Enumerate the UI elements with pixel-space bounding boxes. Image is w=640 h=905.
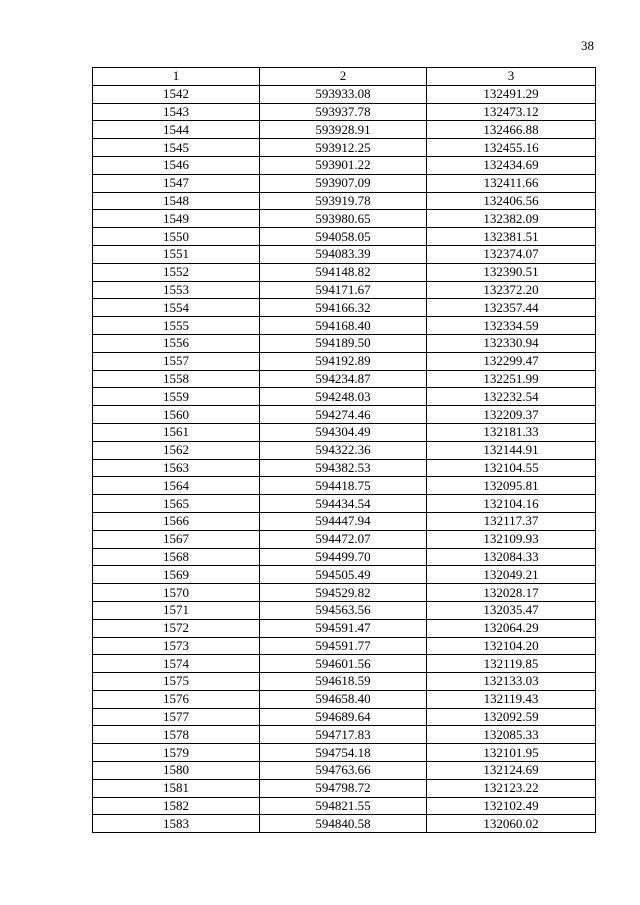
point-number-cell: 1551 [93, 245, 260, 263]
y-coordinate-cell: 132434.69 [427, 156, 596, 174]
table-row [93, 690, 596, 708]
y-coordinate-cell: 132144.91 [427, 441, 596, 459]
y-coordinate-cell: 132060.02 [427, 815, 596, 833]
table-row [93, 530, 596, 548]
point-number-cell: 1567 [93, 530, 260, 548]
table-row [93, 139, 596, 157]
x-coordinate-cell: 594248.03 [260, 388, 427, 406]
x-coordinate-cell: 594192.89 [260, 352, 427, 370]
x-coordinate-cell: 594499.70 [260, 548, 427, 566]
column-header-3: 3 [427, 68, 596, 86]
x-coordinate-cell: 594529.82 [260, 584, 427, 602]
y-coordinate-cell: 132119.43 [427, 690, 596, 708]
x-coordinate-cell: 594717.83 [260, 726, 427, 744]
table-row [93, 228, 596, 246]
x-coordinate-cell: 594754.18 [260, 744, 427, 762]
y-coordinate-cell: 132085.33 [427, 726, 596, 744]
point-number-cell: 1562 [93, 441, 260, 459]
table-row [93, 655, 596, 673]
y-coordinate-cell: 132102.49 [427, 797, 596, 815]
y-coordinate-cell: 132084.33 [427, 548, 596, 566]
table-row [93, 744, 596, 762]
y-coordinate-cell: 132299.47 [427, 352, 596, 370]
x-coordinate-cell: 594148.82 [260, 263, 427, 281]
point-number-cell: 1563 [93, 459, 260, 477]
x-coordinate-cell: 594322.36 [260, 441, 427, 459]
y-coordinate-cell: 132035.47 [427, 601, 596, 619]
table-row [93, 352, 596, 370]
table-body [93, 85, 596, 832]
table-row [93, 245, 596, 263]
y-coordinate-cell: 132232.54 [427, 388, 596, 406]
y-coordinate-cell: 132104.16 [427, 495, 596, 513]
point-number-cell: 1547 [93, 174, 260, 192]
x-coordinate-cell: 594058.05 [260, 228, 427, 246]
x-coordinate-cell: 593912.25 [260, 139, 427, 157]
point-number-cell: 1575 [93, 673, 260, 691]
column-header-2: 2 [260, 68, 427, 86]
table-row [93, 299, 596, 317]
y-coordinate-cell: 132124.69 [427, 762, 596, 780]
point-number-cell: 1565 [93, 495, 260, 513]
point-number-cell: 1546 [93, 156, 260, 174]
table-row [93, 317, 596, 335]
x-coordinate-cell: 594189.50 [260, 334, 427, 352]
table-row [93, 121, 596, 139]
x-coordinate-cell: 593928.91 [260, 121, 427, 139]
x-coordinate-cell: 594821.55 [260, 797, 427, 815]
y-coordinate-cell: 132209.37 [427, 406, 596, 424]
table-row [93, 459, 596, 477]
x-coordinate-cell: 594166.32 [260, 299, 427, 317]
x-coordinate-cell: 594505.49 [260, 566, 427, 584]
y-coordinate-cell: 132357.44 [427, 299, 596, 317]
table-row [93, 726, 596, 744]
y-coordinate-cell: 132334.59 [427, 317, 596, 335]
x-coordinate-cell: 594083.39 [260, 245, 427, 263]
y-coordinate-cell: 132455.16 [427, 139, 596, 157]
point-number-cell: 1583 [93, 815, 260, 833]
table-row [93, 174, 596, 192]
x-coordinate-cell: 593937.78 [260, 103, 427, 121]
table-row [93, 601, 596, 619]
table-row [93, 192, 596, 210]
point-number-cell: 1577 [93, 708, 260, 726]
point-number-cell: 1543 [93, 103, 260, 121]
y-coordinate-cell: 132095.81 [427, 477, 596, 495]
x-coordinate-cell: 594840.58 [260, 815, 427, 833]
x-coordinate-cell: 594274.46 [260, 406, 427, 424]
y-coordinate-cell: 132049.21 [427, 566, 596, 584]
point-number-cell: 1573 [93, 637, 260, 655]
coordinates-table [92, 67, 596, 833]
x-coordinate-cell: 594658.40 [260, 690, 427, 708]
x-coordinate-cell: 594234.87 [260, 370, 427, 388]
point-number-cell: 1558 [93, 370, 260, 388]
table-row [93, 815, 596, 833]
point-number-cell: 1560 [93, 406, 260, 424]
point-number-cell: 1561 [93, 423, 260, 441]
y-coordinate-cell: 132374.07 [427, 245, 596, 263]
x-coordinate-cell: 594618.59 [260, 673, 427, 691]
y-coordinate-cell: 132251.99 [427, 370, 596, 388]
column-header-1: 1 [93, 68, 260, 86]
y-coordinate-cell: 132473.12 [427, 103, 596, 121]
point-number-cell: 1556 [93, 334, 260, 352]
y-coordinate-cell: 132119.85 [427, 655, 596, 673]
table-row [93, 779, 596, 797]
table-row [93, 584, 596, 602]
table-row [93, 762, 596, 780]
table-row [93, 406, 596, 424]
table-row [93, 548, 596, 566]
point-number-cell: 1549 [93, 210, 260, 228]
table-row [93, 495, 596, 513]
y-coordinate-cell: 132092.59 [427, 708, 596, 726]
table-row [93, 281, 596, 299]
point-number-cell: 1557 [93, 352, 260, 370]
x-coordinate-cell: 594171.67 [260, 281, 427, 299]
x-coordinate-cell: 594689.64 [260, 708, 427, 726]
x-coordinate-cell: 594591.47 [260, 619, 427, 637]
table-row [93, 477, 596, 495]
x-coordinate-cell: 594763.66 [260, 762, 427, 780]
x-coordinate-cell: 594591.77 [260, 637, 427, 655]
y-coordinate-cell: 132372.20 [427, 281, 596, 299]
point-number-cell: 1579 [93, 744, 260, 762]
point-number-cell: 1576 [93, 690, 260, 708]
x-coordinate-cell: 594434.54 [260, 495, 427, 513]
x-coordinate-cell: 594472.07 [260, 530, 427, 548]
point-number-cell: 1569 [93, 566, 260, 584]
point-number-cell: 1554 [93, 299, 260, 317]
point-number-cell: 1574 [93, 655, 260, 673]
point-number-cell: 1542 [93, 85, 260, 103]
y-coordinate-cell: 132466.88 [427, 121, 596, 139]
table-row [93, 85, 596, 103]
point-number-cell: 1582 [93, 797, 260, 815]
table-header-row [93, 68, 596, 86]
point-number-cell: 1578 [93, 726, 260, 744]
point-number-cell: 1555 [93, 317, 260, 335]
table-row [93, 103, 596, 121]
point-number-cell: 1545 [93, 139, 260, 157]
y-coordinate-cell: 132028.17 [427, 584, 596, 602]
x-coordinate-cell: 593933.08 [260, 85, 427, 103]
table-row [93, 797, 596, 815]
point-number-cell: 1564 [93, 477, 260, 495]
x-coordinate-cell: 594798.72 [260, 779, 427, 797]
y-coordinate-cell: 132181.33 [427, 423, 596, 441]
y-coordinate-cell: 132390.51 [427, 263, 596, 281]
table-row [93, 637, 596, 655]
y-coordinate-cell: 132117.37 [427, 512, 596, 530]
page-number: 38 [581, 38, 594, 53]
x-coordinate-cell: 594168.40 [260, 317, 427, 335]
y-coordinate-cell: 132491.29 [427, 85, 596, 103]
table-row [93, 156, 596, 174]
point-number-cell: 1580 [93, 762, 260, 780]
x-coordinate-cell: 593907.09 [260, 174, 427, 192]
table-row [93, 512, 596, 530]
point-number-cell: 1572 [93, 619, 260, 637]
table-row [93, 334, 596, 352]
x-coordinate-cell: 594304.49 [260, 423, 427, 441]
table-row [93, 423, 596, 441]
y-coordinate-cell: 132123.22 [427, 779, 596, 797]
y-coordinate-cell: 132104.55 [427, 459, 596, 477]
point-number-cell: 1544 [93, 121, 260, 139]
table-row [93, 388, 596, 406]
table-row [93, 673, 596, 691]
point-number-cell: 1548 [93, 192, 260, 210]
y-coordinate-cell: 132406.56 [427, 192, 596, 210]
y-coordinate-cell: 132133.03 [427, 673, 596, 691]
point-number-cell: 1552 [93, 263, 260, 281]
y-coordinate-cell: 132330.94 [427, 334, 596, 352]
y-coordinate-cell: 132382.09 [427, 210, 596, 228]
point-number-cell: 1550 [93, 228, 260, 246]
point-number-cell: 1553 [93, 281, 260, 299]
point-number-cell: 1581 [93, 779, 260, 797]
point-number-cell: 1559 [93, 388, 260, 406]
y-coordinate-cell: 132381.51 [427, 228, 596, 246]
table-row [93, 263, 596, 281]
x-coordinate-cell: 593901.22 [260, 156, 427, 174]
point-number-cell: 1571 [93, 601, 260, 619]
table-row [93, 566, 596, 584]
table-row [93, 210, 596, 228]
y-coordinate-cell: 132109.93 [427, 530, 596, 548]
table-row [93, 441, 596, 459]
x-coordinate-cell: 594563.56 [260, 601, 427, 619]
table-row [93, 619, 596, 637]
y-coordinate-cell: 132104.20 [427, 637, 596, 655]
table-row [93, 370, 596, 388]
y-coordinate-cell: 132101.95 [427, 744, 596, 762]
x-coordinate-cell: 594382.53 [260, 459, 427, 477]
x-coordinate-cell: 594418.75 [260, 477, 427, 495]
y-coordinate-cell: 132411.66 [427, 174, 596, 192]
x-coordinate-cell: 594447.94 [260, 512, 427, 530]
point-number-cell: 1568 [93, 548, 260, 566]
table-row [93, 708, 596, 726]
point-number-cell: 1570 [93, 584, 260, 602]
x-coordinate-cell: 594601.56 [260, 655, 427, 673]
x-coordinate-cell: 593980.65 [260, 210, 427, 228]
point-number-cell: 1566 [93, 512, 260, 530]
y-coordinate-cell: 132064.29 [427, 619, 596, 637]
x-coordinate-cell: 593919.78 [260, 192, 427, 210]
